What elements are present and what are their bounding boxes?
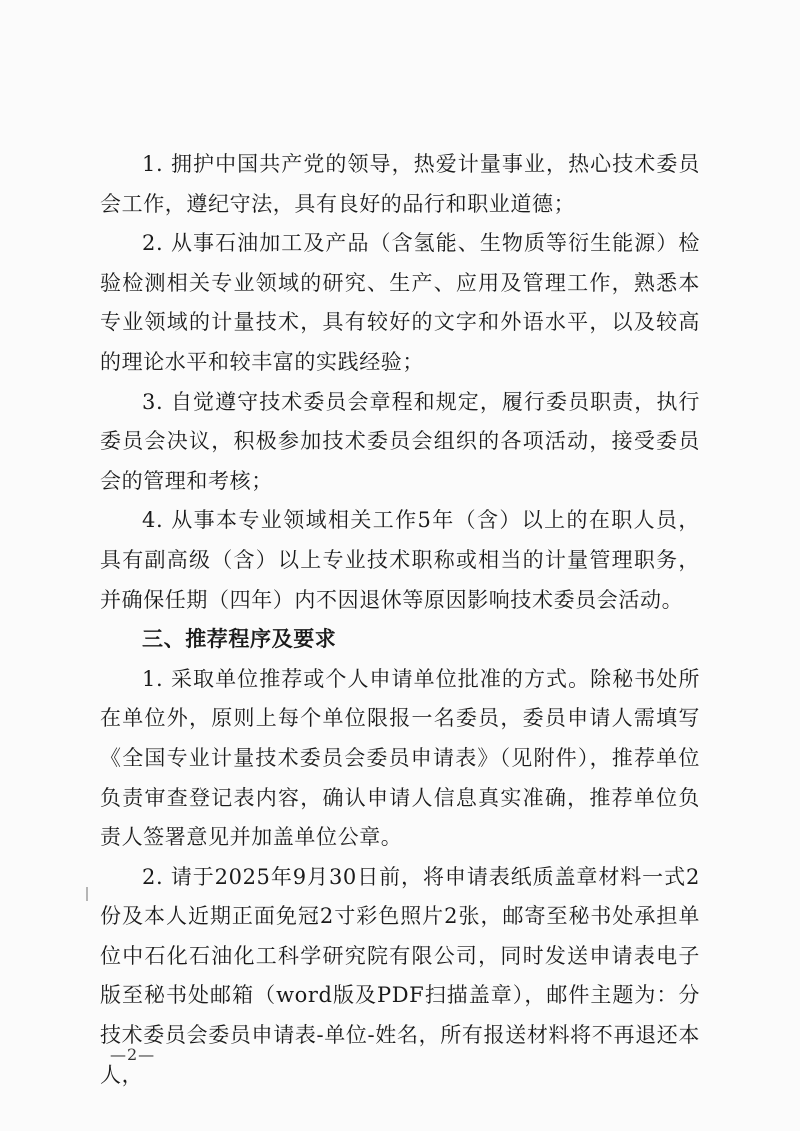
page-number: —2— xyxy=(110,1045,156,1064)
requirement-paragraph-3: 3. 自觉遵守技术委员会章程和规定，履行委员职责，执行委员会决议，积极参加技术委员会组织的各项活动，接受委员会的管理和考核； xyxy=(100,389,700,493)
requirement-paragraph-2: 2. 从事石油加工及产品（含氢能、生物质等衍生能源）检验检测相关专业领域的研究、生产、应用及管理工作，熟悉本专业领域的计量技术，具有较好的文字和外语水平，以及较高的理论水平和较丰富的实践经验； xyxy=(100,231,700,374)
procedure-paragraph-2: 2. 请于2025年9月30日前，将申请表纸质盖章材料一式2份及本人近期正面免冠2寸彩色照片2张，邮寄至秘书处承担单位中石化石油化工科学研究院有限公司，同时发送申请表电子版至秘书处邮箱（word版及PDF扫描盖章），邮件主题为：分技术委员会委员申请表-单位-姓名，所有报送材料将不再退还本人， xyxy=(100,864,700,1087)
procedure-paragraph-1: 1. 采取单位推荐或个人申请单位批准的方式。除秘书处所在单位外，原则上每个单位限报一名委员，委员申请人需填写《全国专业计量技术委员会委员申请表》（见附件），推荐单位负责审查登记表内容，确认申请人信息真实准确，推荐单位负责人签署意见并加盖单位公章。 xyxy=(100,666,700,850)
requirement-paragraph-1: 1. 拥护中国共产党的领导，热爱计量事业，热心技术委员会工作，遵纪守法，具有良好的品行和职业道德； xyxy=(100,152,700,216)
requirement-paragraph-4: 4. 从事本专业领域相关工作5年（含）以上的在职人员，具有副高级（含）以上专业技术职称或相当的计量管理职务，并确保任期（四年）内不因退休等原因影响技术委员会活动。 xyxy=(100,508,700,612)
section-heading: 三、推荐程序及要求 xyxy=(142,627,337,652)
margin-mark xyxy=(86,887,88,901)
document-body xyxy=(100,145,700,1095)
